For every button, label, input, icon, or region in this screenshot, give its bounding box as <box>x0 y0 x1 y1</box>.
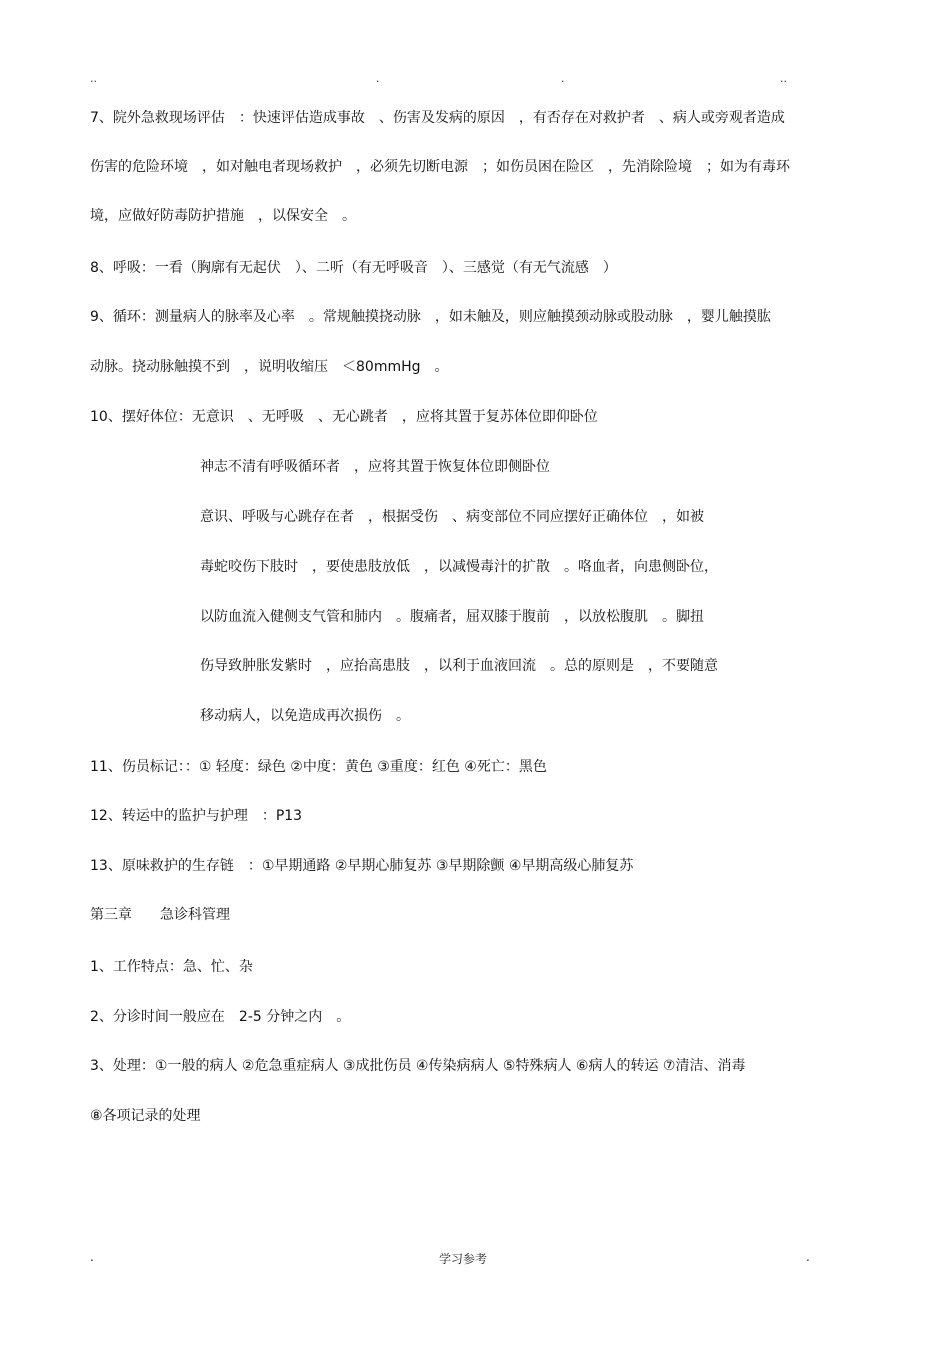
paragraph-10-line-5: 以防血流入健侧支气管和肺内 。腹痛者，屈双膝于腹前 ，以放松腹肌 。脚扭 <box>200 609 704 625</box>
paragraph-9-line-2: 动脉。挠动脉触摸不到 ，说明收缩压 ＜80mmHg 。 <box>90 359 449 375</box>
paragraph-10-line-6: 伤导致肿胀发紫时 ，应抬高患肢 ，以利于血液回流 。总的原则是 ，不要随意 <box>200 658 718 674</box>
paragraph-11: 11、伤员标记：：① 轻度：绿色 ②中度：黄色 ③重度：红色 ④死亡：黑色 <box>90 759 547 775</box>
header-mark-2: . <box>376 72 380 85</box>
chapter-heading: 第三章 急诊科管理 <box>90 907 230 923</box>
paragraph-7-line-3: 境，应做好防毒防护措施 ，以保安全 。 <box>90 208 356 224</box>
chapter3-item-3-line-1: 3、处理：①一般的病人 ②危急重症病人 ③成批伤员 ④传染病病人 ⑤特殊病人 ⑥病人的转运 ⑦清洁、消毒 <box>90 1058 746 1074</box>
paragraph-10-line-1: 10、摆好体位：无意识 、无呼吸 、无心跳者 ，应将其置于复苏体位即仰卧位 <box>90 409 598 425</box>
paragraph-8: 8、呼吸：一看（胸廓有无起伏 ）、二听（有无呼吸音 ）、三感觉（有无气流感 ） <box>90 260 617 276</box>
chapter3-item-3-line-2: ⑧各项记录的处理 <box>90 1108 201 1124</box>
footer-caption: 学习参考 <box>439 1252 488 1266</box>
paragraph-7-line-2: 伤害的危险环境 ，如对触电者现场救护 ，必须先切断电源 ；如伤员困在险区 ，先消除险境 ；如为有毒环 <box>90 159 790 175</box>
paragraph-10-line-3: 意识、呼吸与心跳存在者 ，根据受伤 、病变部位不同应摆好正确体位 ，如被 <box>200 509 704 525</box>
footer-left-mark: . <box>90 1250 94 1264</box>
paragraph-10-line-4: 毒蛇咬伤下肢时 ，要使患肢放低 ，以减慢毒汁的扩散 。咯血者，向患侧卧位， <box>200 559 718 575</box>
paragraph-13: 13、原味救护的生存链 ：①早期通路 ②早期心肺复苏 ③早期除颤 ④早期高级心肺复苏 <box>90 858 634 874</box>
footer-right-mark: . <box>806 1250 810 1264</box>
paragraph-9-line-1: 9、循环：测量病人的脉率及心率 。常规触摸挠动脉 ，如未触及，则应触摸颈动脉或股动脉 ，婴儿触摸肱 <box>90 309 771 325</box>
paragraph-12: 12、转运中的监护与护理 ：P13 <box>90 808 303 824</box>
chapter3-item-2: 2、分诊时间一般应在 2-5 分钟之内 。 <box>90 1009 351 1025</box>
paragraph-10-line-7: 移动病人，以免造成再次损伤 。 <box>200 708 410 724</box>
paragraph-7-line-1: 7、院外急救现场评估 ：快速评估造成事故 、伤害及发病的原因 ，有否存在对救护者 、病人或旁观者造成 <box>90 110 785 126</box>
header-mark-4: .. <box>780 72 787 85</box>
header-mark-3: . <box>561 72 565 85</box>
chapter3-item-1: 1、工作特点：急、忙、杂 <box>90 959 253 975</box>
header-mark-1: .. <box>90 72 97 85</box>
paragraph-10-line-2: 神志不清有呼吸循环者 ，应将其置于恢复体位即侧卧位 <box>200 459 550 475</box>
